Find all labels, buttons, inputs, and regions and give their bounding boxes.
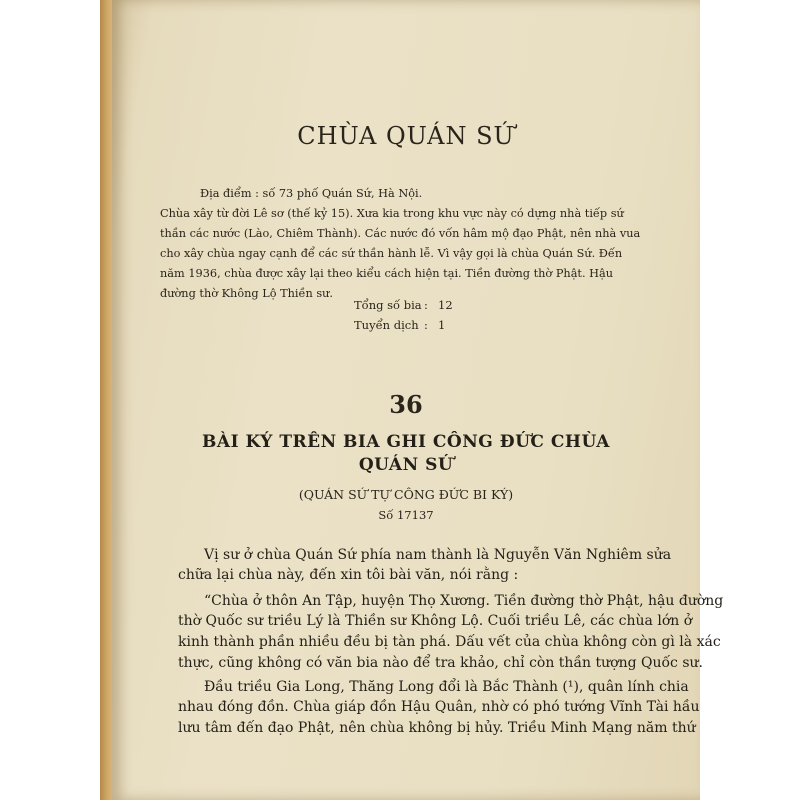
body-line: chữa lại chùa này, đến xin tôi bài văn, nói rằng : [178,567,519,583]
location-line: Địa điểm : số 73 phố Quán Sứ, Hà Nội. [200,187,423,200]
body-line: Đầu triều Gia Long, Thăng Long đổi là Bắc Thành (¹), quân lính chia [204,679,689,695]
article-title-line: BÀI KÝ TRÊN BIA GHI CÔNG ĐỨC CHÙA [202,432,610,452]
stat-value-selected: 1 [438,318,446,332]
section-title: CHÙA QUÁN SỨ [297,122,515,150]
description-line: năm 1936, chùa được xây lại theo kiểu cách hiện tại. Tiền đường thờ Phật. Hậu [160,267,614,280]
body-line: nhau đóng đồn. Chùa giáp đồn Hậu Quân, nhờ có phó tướng Vĩnh Tài hầu [178,699,700,715]
stat-label-selected: Tuyển dịch [354,318,419,332]
stat-colon: : [424,318,428,332]
article-number: 36 [389,390,423,419]
stat-label-total: Tổng số bia [354,298,422,312]
body-line: Vị sư ở chùa Quán Sứ phía nam thành là Nguyễn Văn Nghiêm sửa [204,547,672,563]
body-line: lưu tâm đến đạo Phật, nên chùa không bị hủy. Triều Minh Mạng năm thứ [178,720,696,736]
description-line: đường thờ Không Lộ Thiền sư. [160,287,334,300]
book-page [112,0,724,800]
body-line: kinh thành phần nhiều đều bị tàn phá. Dấu vết của chùa không còn gì là xác [178,634,721,650]
article-title-line: QUÁN SỨ [358,455,454,475]
description-line: thần các nước (Lào, Chiêm Thành). Các nước đó vốn hâm mộ đạo Phật, nên nhà vua [160,227,641,240]
description-line: cho xây chùa ngay cạnh để các sứ thần hành lễ. Vì vậy gọi là chùa Quán Sứ. Đến [160,247,623,260]
description-line: Chùa xây từ đời Lê sơ (thế kỷ 15). Xưa kia trong khu vực này có dựng nhà tiếp sứ [160,207,624,220]
body-line: thực, cũng không có văn bia nào để tra khảo, chỉ còn thần tượng Quốc sư. [178,655,703,671]
article-serial: Số 17137 [378,508,434,522]
body-line: thờ Quốc sư triều Lý là Thiền sư Không Lộ. Cuối triều Lê, các chùa lớn ở [178,613,693,629]
article-subtitle: (QUÁN SỨ TỰ CÔNG ĐỨC BI KÝ) [298,487,514,502]
body-line: “Chùa ở thôn An Tập, huyện Thọ Xương. Tiền đường thờ Phật, hậu đường [204,593,724,609]
stat-value-total: 12 [438,298,453,312]
stat-colon: : [424,298,428,312]
